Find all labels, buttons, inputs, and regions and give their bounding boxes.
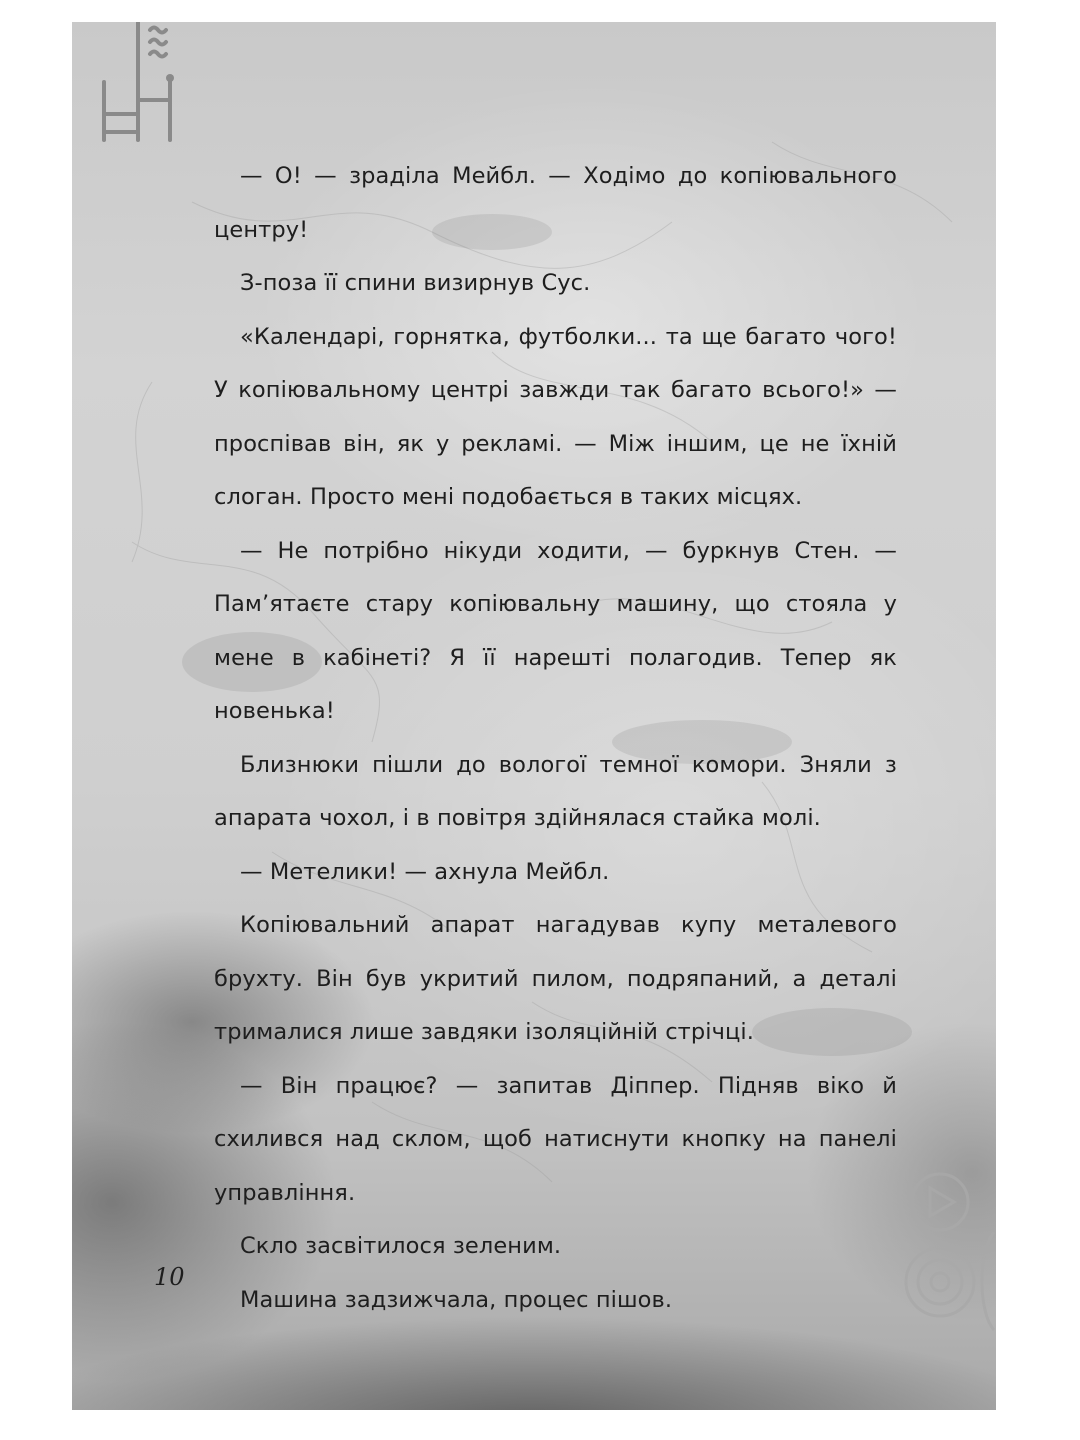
book-page bbox=[72, 22, 996, 1410]
paragraph: — Метелики! — ахнула Мейбл. bbox=[240, 858, 610, 885]
paragraph: — Не потрібно нікуди ходити, — буркнув Стен. — Пам’ятаєте стару копіювальну машину, що стояла у мене в кабінеті? Я її нарешті полагодив. Тепер як новенька! bbox=[214, 537, 897, 724]
paragraph: Копіювальний апарат нагадував купу металевого брухту. Він був укритий пилом, подряпаний, а деталі трималися лише завдяки ізоляційній стрічці. bbox=[214, 912, 897, 1045]
paragraph: Близнюки пішли до вологої темної комори. Зняли з апарата чохол, і в повітря здійнялася стайка молі. bbox=[214, 751, 897, 831]
circle-ornament-icon bbox=[898, 1162, 996, 1332]
paragraph: — Він працює? — запитав Діппер. Підняв віко й схилився над склом, щоб натиснути кнопку на панелі управління. bbox=[214, 1072, 897, 1206]
paragraph: Скло засвітилося зеленим. bbox=[240, 1233, 562, 1259]
page-number: 10 bbox=[154, 1263, 185, 1291]
paragraph: Машина задзижчала, процес пішов. bbox=[240, 1286, 673, 1313]
paragraph: З-поза її спини визирнув Сус. bbox=[240, 270, 591, 296]
paragraph: «Календарі, горнятка, футболки... та ще багато чого! У копіювальному центрі завжди так багато всього!» — проспівав він, як у рекламі. — Між іншим, це не їхній слоган. Просто мені подобається в таких місцях. bbox=[214, 323, 897, 510]
rune-ornament-icon bbox=[86, 22, 186, 152]
paragraph: — О! — зраділа Мейбл. — Ходімо до копіювального центру! bbox=[214, 163, 897, 243]
page-body-text bbox=[214, 150, 897, 1327]
